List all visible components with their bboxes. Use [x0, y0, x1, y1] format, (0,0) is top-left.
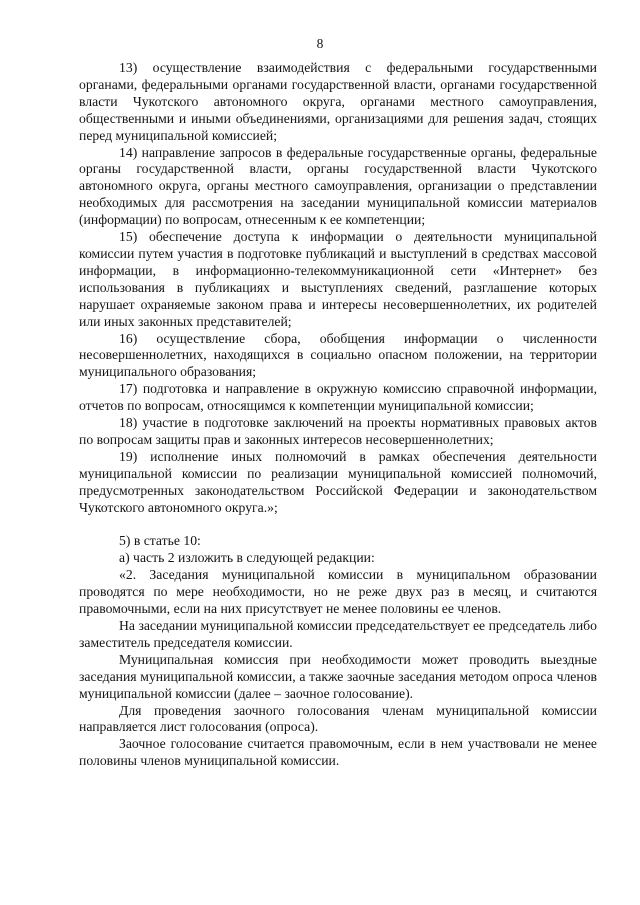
item-17-paragraph: 17) подготовка и направление в окружную комиссию справочной информации, отчетов по вопросам, относящимся к компетенции муниципальной комиссии; — [79, 381, 597, 414]
item-16-paragraph: 16) осуществление сбора, обобщения информации о численности несовершеннолетних, находящихся в социально опасном положении, на территории муниципального образования; — [79, 330, 597, 380]
item-13-paragraph: 13) осуществление взаимодействия с федеральными государственными органами, федеральными органами государственной власти, органами государственной власти Чукотского автономного округа, органами местного самоуправления, общественными и иными объединениями, организациями для решения задач, стоящих перед муниципальной комиссией; — [79, 60, 597, 143]
voting-quorum-paragraph: Заочное голосование считается правомочным, если в нем участвовали не менее половины членов муниципальной комиссии. — [79, 736, 597, 769]
page-number: 8 — [316, 36, 324, 51]
item-19-paragraph: 19) исполнение иных полномочий в рамках обеспечения деятельности муниципальной комиссии по реализации муниципальной комиссией полномочий, предусмотренных законодательством Российской Федерации и законодательством Чукотского автономного округа.»; — [79, 448, 597, 515]
amendment-5a-heading: а) часть 2 изложить в следующей редакции: — [119, 550, 375, 566]
item-18-paragraph: 18) участие в подготовке заключений на проекты нормативных правовых актов по вопросам защиты прав и законных интересов несовершеннолетних; — [79, 415, 597, 447]
document-body — [79, 60, 597, 770]
item-15-paragraph: 15) обеспечение доступа к информации о деятельности муниципальной комиссии путем участия в подготовке публикаций и выступлений в средствах массовой информации, в информационно-телекоммуникационной сети «Интернет» без использования в публикациях и выступлениях сведений, разглашение которых нарушает охраняемые законом права и интересы несовершеннолетних, их родителей или иных законных представителей; — [79, 229, 597, 329]
chairman-paragraph: На заседании муниципальной комиссии председательствует ее председатель либо заместитель председателя комиссии. — [79, 618, 597, 650]
item-14-paragraph: 14) направление запросов в федеральные государственные органы, федеральные органы государственной власти, органы государственной власти Чукотского автономного округа, органы местного самоуправления, организации о представлении необходимых для рассмотрения на заседании муниципальной комиссии материалов (информации) по вопросам, отнесенным к ее компетенции; — [79, 144, 597, 228]
field-sessions-paragraph: Муниципальная комиссия при необходимости может проводить выездные заседания муниципальной комиссии, а также заочные заседания методом опроса членов муниципальной комиссии (далее – заочное голосование). — [79, 651, 597, 701]
part-2-paragraph: «2. Заседания муниципальной комиссии в муниципальном образовании проводятся по мере необходимости, но не реже двух раз в месяц, и считаются правомочными, если на них присутствует не менее половины ее членов. — [79, 567, 597, 617]
amendment-5-heading: 5) в статье 10: — [119, 533, 201, 549]
voting-sheet-paragraph: Для проведения заочного голосования членам муниципальной комиссии направляется лист голосования (опроса). — [79, 702, 597, 735]
